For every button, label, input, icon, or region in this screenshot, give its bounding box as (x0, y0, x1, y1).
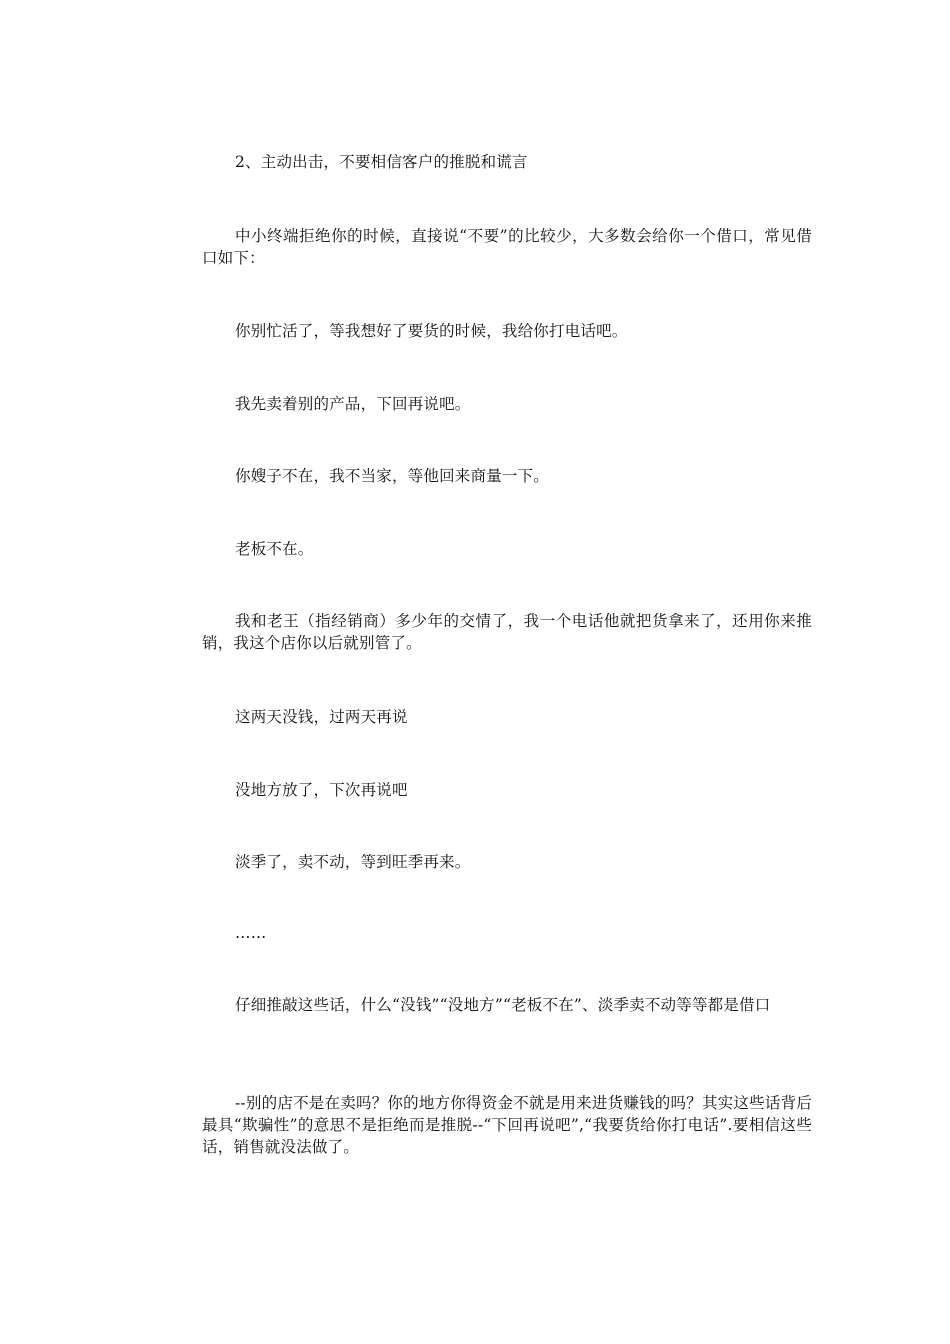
paragraph-excuse-5: 我和老王（指经销商）多少年的交情了，我一个电话他就把货拿来了，还用你来推销，我这个店你以后就别管了。 (202, 612, 812, 652)
paragraph-ellipsis: …… (235, 924, 267, 942)
paragraph-analysis: 仔细推敲这些话，什么“没钱”“没地方”“老板不在”、淡季卖不动等等都是借口 (235, 996, 771, 1014)
paragraph-excuse-2: 我先卖着别的产品，下回再说吧。 (235, 395, 471, 413)
paragraph-excuse-1: 你别忙活了，等我想好了要货的时候，我给你打电话吧。 (235, 322, 628, 340)
paragraph-excuse-4: 老板不在。 (235, 540, 314, 558)
section-heading: 2、主动出击，不要相信客户的推脱和谎言 (235, 153, 528, 171)
paragraph-intro: 中小终端拒绝你的时候，直接说“不要”的比较少，大多数会给你一个借口，常见借口如下： (202, 227, 812, 267)
paragraph-excuse-6: 这两天没钱，过两天再说 (235, 708, 408, 726)
paragraph-excuse-7: 没地方放了，下次再说吧 (235, 781, 408, 799)
paragraph-conclusion: --别的店不是在卖吗？你的地方你得资金不就是用来进货赚钱的吗？其实这些话背后最具“欺骗性”的意思不是拒绝而是推脱--“下回再说吧”,“我要货给你打电话”.要相信这些话，销售就没法做了。 (202, 1094, 812, 1156)
paragraph-excuse-8: 淡季了，卖不动，等到旺季再来。 (235, 853, 471, 871)
paragraph-excuse-3: 你嫂子不在，我不当家，等他回来商量一下。 (235, 467, 550, 485)
